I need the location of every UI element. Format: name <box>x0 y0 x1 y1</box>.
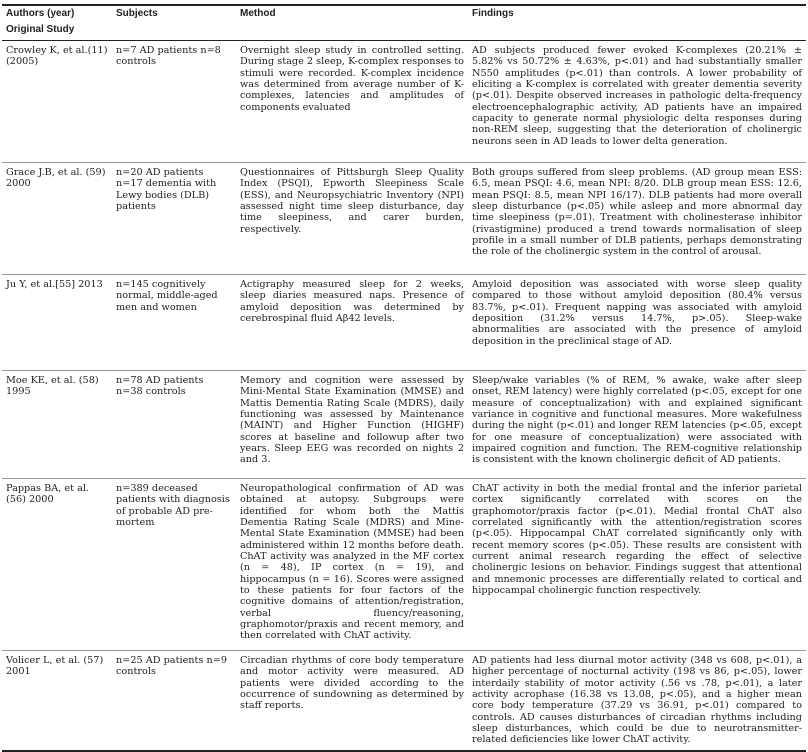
table-row <box>2 41 806 163</box>
method-cell: Memory and cognition were assessed by Mini-Mental State Examination (MMSE) and Mattis Dementia Rating Scale (MDRS), daily functioning was assessed by Maintenance (MAINT) and Higher Function (HIGHF) scores at baseline and followup after two years. Sleep EEG was recorded on nights 2 and 3. <box>236 371 468 479</box>
subjects-cell: n=25 AD patients n=9 controls <box>112 651 236 751</box>
method-cell: Overnight sleep study in controlled setting. During stage 2 sleep, K-complex responses to stimuli were recorded. K-complex incidence was determined from average number of K-complexes, latencies and amplitudes of components evaluated <box>236 41 468 163</box>
table-row <box>2 479 806 651</box>
header-findings: Findings <box>468 5 806 23</box>
author-cell: Ju Y, et al.[55] 2013 <box>2 275 112 371</box>
table-row <box>2 651 806 751</box>
method-cell: Questionnaires of Pittsburgh Sleep Quality Index (PSQI), Epworth Sleepiness Scale (ESS), and Neuropsychiatric Inventory (NPI) assessed night time sleep disturbance, day time sleepiness, and carer burden, respectively. <box>236 163 468 275</box>
table-row <box>2 371 806 479</box>
method-cell: Circadian rhythms of core body temperature and motor activity were measured. AD patients were divided according to the occurrence of sundowning as determined by staff reports. <box>236 651 468 751</box>
author-cell: Crowley K, et al.(11) (2005) <box>2 41 112 163</box>
findings-cell: Amyloid deposition was associated with worse sleep quality compared to those without amyloid deposition (80.4% versus 83.7%, p<.01). Frequent napping was associated with amyloid deposition (31.2% versus 14.7%, p>.05). Sleep-wake abnormalities are associated with the presence of amyloid deposition in the preclinical stage of AD. <box>468 275 806 371</box>
table-body <box>2 41 806 751</box>
subjects-cell: n=7 AD patients n=8 controls <box>112 41 236 163</box>
findings-cell: AD patients had less diurnal motor activity (348 vs 608, p<.01), a higher percentage of nocturnal activity (198 vs 86, p<.05), lower interdaily stability of motor activity (.56 vs .78, p<.01), a later activity acrophase (16.38 vs 13.08, p<.05), and a higher mean core body temperature (37.29 vs 36.91, p<.01) compared to controls. AD causes disturbances of circadian rhythms including sleep disturbances, which could be due to neurotransmitter-related deficiencies like lower ChAT activity. <box>468 651 806 751</box>
subjects-cell: n=78 AD patients n=38 controls <box>112 371 236 479</box>
author-cell: Volicer L, et al. (57) 2001 <box>2 651 112 751</box>
method-cell: Neuropathological confirmation of AD was obtained at autopsy. Subgroups were identified for whom both the Mattis Dementia Rating Scale (MDRS) and Mine-Mental State Examination (MMSE) had been administered within 12 months before death. ChAT activity was analyzed in the MF cortex (n = 48), IP cortex (n = 19), and hippocampus (n = 16). Scores were assigned to these patients for four factors of the cognitive domains of attention/registration, verbal fluency/reasoning, graphomotor/praxis and recent memory, and then correlated with ChAT activity. <box>236 479 468 651</box>
author-cell: Pappas BA, et al. (56) 2000 <box>2 479 112 651</box>
findings-cell: AD subjects produced fewer evoked K-complexes (20.21% ± 5.82% vs 50.72% ± 4.63%, p<.01) and had substantially smaller N550 amplitudes (p<.01) than controls. A lower probability of eliciting a K-complex is correlated with greater dementia severity (p<.01). Despite observed increases in pathologic delta-frequency electroencephalographic activity, AD patients have an impaired capacity to generate normal physiologic delta responses during non-REM sleep, suggesting that the deterioration of cholinergic neurons seen in AD leads to lower delta generation. <box>468 41 806 163</box>
header-spacer <box>468 23 806 41</box>
header-subjects: Subjects <box>112 5 236 23</box>
subjects-cell: n=145 cognitively normal, middle-aged men and women <box>112 275 236 371</box>
header-spacer <box>112 23 236 41</box>
findings-cell: ChAT activity in both the medial frontal and the inferior parietal cortex significantly correlated with scores on the graphomotor/praxis factor (p<.01). Medial frontal ChAT also correlated significantly with the attention/registration scores (p<.05). Hippocampal ChAT correlated significantly only with recent memory scores (p<.05). These results are consistent with current animal research regarding the effect of selective cholinergic lesions on behavior. Findings suggest that attentional and mnemonic processes are differentially related to cortical and hippocampal cholinergic function respectively. <box>468 479 806 651</box>
header-method: Method <box>236 5 468 23</box>
studies-table <box>2 4 806 752</box>
author-cell: Moe KE, et al. (58) 1995 <box>2 371 112 479</box>
findings-cell: Sleep/wake variables (% of REM, % awake, wake after sleep onset, REM latency) were highly correlated (p<.05, except for one measure of conceptualization) with and explained significant variance in cognitive and functional measures. More wakefulness during the night (p<.01) and longer REM latencies (p<.05, except for one measure of conceptualization) were associated with impaired cognition and function. The REM-cognitive relationship is consistent with the known cholinergic deficit of AD patients. <box>468 371 806 479</box>
header-original-study: Original Study <box>2 23 112 41</box>
table-row <box>2 275 806 371</box>
header-spacer <box>236 23 468 41</box>
findings-cell: Both groups suffered from sleep problems. (AD group mean ESS: 6.5, mean PSQI: 4.6, mean NPI: 8/20. DLB group mean ESS: 12.6, mean PSQI: 8.5, mean NPI 16/17). DLB patients had more overall sleep disturbance (p<.05) while asleep and more abnormal day time sleepiness (p=.01). Treatment with cholinesterase inhibitor (rivastigmine) produced a trend towards normalisation of sleep profile in a small number of DLB patients, perhaps demonstrating the role of the cholinergic system in the control of arousal. <box>468 163 806 275</box>
subjects-cell: n=389 deceased patients with diagnosis of probable AD pre-mortem <box>112 479 236 651</box>
table-header <box>2 5 806 41</box>
header-authors: Authors (year) <box>2 5 112 23</box>
method-cell: Actigraphy measured sleep for 2 weeks, sleep diaries measured naps. Presence of amyloid deposition was determined by cerebrospinal fluid Aβ42 levels. <box>236 275 468 371</box>
subjects-cell: n=20 AD patients n=17 dementia with Lewy bodies (DLB) patients <box>112 163 236 275</box>
author-cell: Grace J.B, et al. (59) 2000 <box>2 163 112 275</box>
table-row <box>2 163 806 275</box>
